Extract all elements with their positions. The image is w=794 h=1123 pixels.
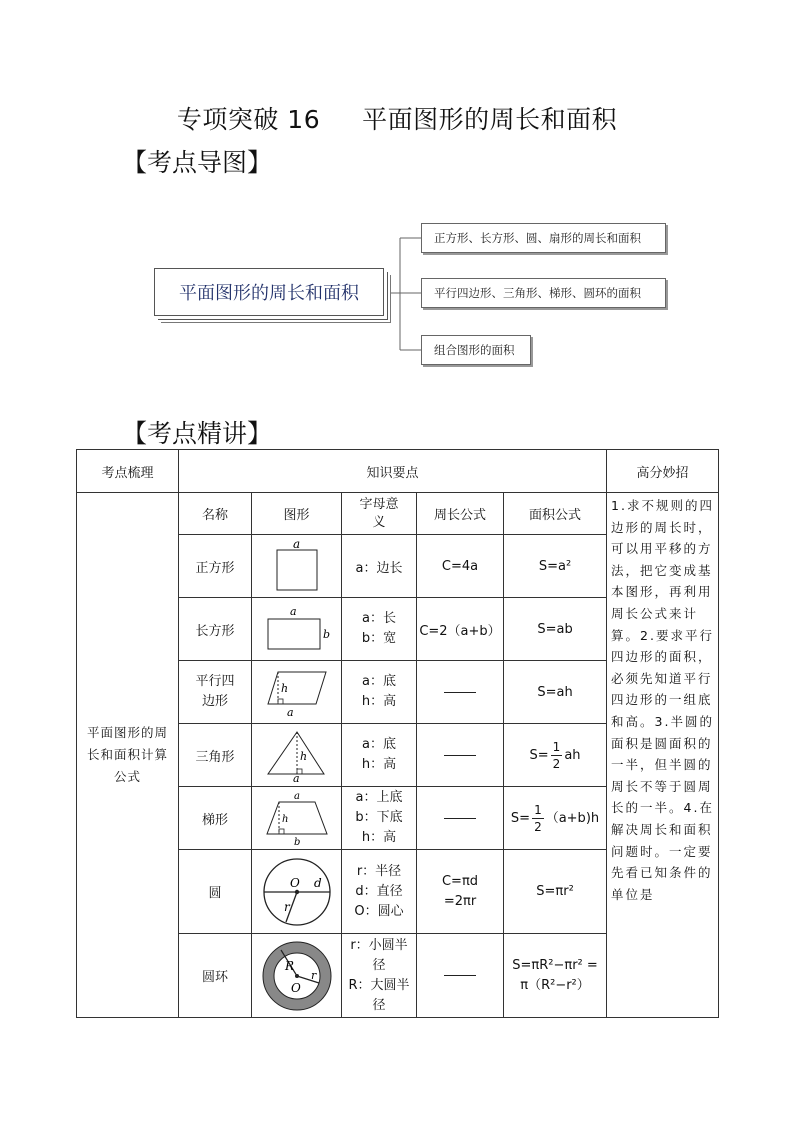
shape-name-text: 平行四边形 — [195, 674, 235, 709]
letters-cell — [342, 934, 417, 1018]
mindmap-branch-3: 组合图形的面积 — [421, 335, 531, 365]
label-b: b — [293, 837, 300, 846]
circle-figure — [252, 850, 342, 934]
letter-line: a：边长 — [355, 560, 403, 576]
perimeter-line: =2πr — [443, 893, 477, 909]
letters-cell — [342, 850, 417, 934]
letter-line: O：圆心 — [354, 903, 404, 919]
square-figure — [252, 535, 342, 598]
area-suffix: ah — [564, 747, 581, 763]
perimeter-cell: C=4a — [417, 535, 504, 598]
subheader-name: 名称 — [179, 493, 252, 535]
fraction-denominator: 2 — [552, 756, 561, 771]
rectangle-figure — [252, 598, 342, 661]
label-a: a — [292, 772, 300, 782]
tips-text: 1.求不规则的四边形的周长时，可以用平移的方法，把它变成基本图形，再利用周长公式来计算。2.要求平行四边形的面积，必须先知道平行四边形的一组底和高。3.半圆的面积是圆面积的一半，但半圆的周长不等于圆周长的一半。4.在解决周长和面积问题时。一定要先看已知条件的单位是 — [611, 498, 714, 902]
letter-line: b：下底 — [355, 810, 403, 825]
circle-icon — [261, 855, 333, 929]
label-a: a — [292, 538, 300, 551]
header-tips: 高分妙招 — [607, 450, 719, 493]
letter-line: h：高 — [361, 694, 397, 709]
trapezoid-figure — [252, 787, 342, 850]
perimeter-cell — [417, 787, 504, 850]
triangle-figure — [252, 724, 342, 787]
title-text: 平面图形的周长和面积 — [362, 105, 618, 134]
area-cell: S=πr² — [504, 850, 607, 934]
letter-line: h：高 — [361, 757, 397, 772]
letter-line: r：小圆半径 — [350, 937, 408, 973]
fraction — [551, 739, 563, 772]
label-a: a — [289, 605, 297, 618]
shape-name: 梯形 — [179, 787, 252, 850]
parallelogram-icon — [262, 666, 332, 718]
area-prefix: S= — [510, 810, 531, 826]
label-h: h — [299, 750, 307, 763]
dash-mark — [444, 692, 476, 693]
subheader-letters: 字母意义 — [342, 493, 417, 535]
shape-name: 正方形 — [179, 535, 252, 598]
letter-line: R：大圆半径 — [348, 977, 410, 1013]
label-r: r — [310, 968, 316, 982]
letter-line: b：宽 — [361, 631, 397, 646]
area-cell: S=a² — [504, 535, 607, 598]
letters-cell — [342, 535, 417, 598]
letter-line: a：上底 — [355, 790, 403, 805]
fraction-numerator: 1 — [552, 739, 561, 754]
letter-line: a：底 — [362, 737, 396, 752]
section-heading-explain: 【考点精讲】 — [122, 419, 273, 448]
category-cell — [77, 493, 179, 1018]
knowledge-table — [76, 449, 719, 1018]
area-cell — [504, 724, 607, 787]
shape-name: 圆环 — [179, 934, 252, 1018]
label-a: a — [293, 791, 300, 802]
fraction-numerator: 1 — [534, 802, 542, 817]
area-cell — [504, 787, 607, 850]
label-a: a — [286, 706, 294, 718]
area-prefix: S= — [529, 747, 549, 763]
subheader-area: 面积公式 — [504, 493, 607, 535]
label-d: d — [313, 875, 322, 890]
letter-line: d：直径 — [355, 883, 403, 899]
shape-name: 三角形 — [179, 724, 252, 787]
fraction — [532, 802, 544, 835]
header-knowledge: 知识要点 — [179, 450, 607, 493]
label-O: O — [289, 875, 300, 890]
category-text: 平面图形的周长和面积计算公式 — [86, 725, 168, 784]
perimeter-cell — [417, 661, 504, 724]
dash-mark — [444, 755, 476, 756]
letters-cell — [342, 598, 417, 661]
annulus-figure — [252, 934, 342, 1018]
shape-name — [179, 661, 252, 724]
perimeter-line: C=πd — [441, 873, 479, 889]
triangle-icon — [262, 728, 332, 782]
label-O: O — [290, 980, 301, 995]
shape-name: 长方形 — [179, 598, 252, 661]
mindmap-root: 平面图形的周长和面积 — [154, 268, 384, 316]
area-cell: S=πR²−πr² = π（R²−r²） — [504, 934, 607, 1018]
perimeter-cell — [417, 934, 504, 1018]
area-suffix: （a+b)h — [545, 810, 600, 826]
area-cell: S=ab — [504, 598, 607, 661]
label-R: R — [284, 958, 294, 973]
mindmap-connectors — [0, 0, 794, 420]
letter-line: a：底 — [362, 674, 396, 689]
letters-cell — [342, 724, 417, 787]
dash-mark — [444, 818, 476, 819]
letters-cell — [342, 661, 417, 724]
perimeter-cell — [417, 724, 504, 787]
label-r: r — [283, 899, 290, 914]
letters-cell — [342, 787, 417, 850]
letter-line: h：高 — [361, 830, 397, 845]
title-number: 专项突破 16 — [176, 105, 321, 134]
shape-name: 圆 — [179, 850, 252, 934]
section-heading-mindmap: 【考点导图】 — [122, 148, 273, 177]
label-b: b — [322, 628, 330, 641]
square-icon — [267, 538, 327, 594]
letter-line: r：半径 — [356, 863, 402, 879]
subheader-perimeter: 周长公式 — [417, 493, 504, 535]
label-h: h — [281, 814, 288, 825]
dash-mark — [444, 975, 476, 976]
annulus-icon — [261, 938, 333, 1014]
rectangle-icon — [262, 603, 332, 655]
perimeter-cell — [417, 850, 504, 934]
label-h: h — [280, 682, 288, 695]
area-cell: S=ah — [504, 661, 607, 724]
trapezoid-icon — [261, 790, 333, 846]
letter-line: a：长 — [362, 611, 396, 626]
parallelogram-figure — [252, 661, 342, 724]
fraction-denominator: 2 — [534, 819, 542, 834]
mindmap-branch-1: 正方形、长方形、圆、扇形的周长和面积 — [421, 223, 666, 253]
tips-cell — [607, 493, 719, 1018]
subheader-figure: 图形 — [252, 493, 342, 535]
perimeter-cell: C=2（a+b） — [417, 598, 504, 661]
mindmap-branch-2: 平行四边形、三角形、梯形、圆环的面积 — [421, 278, 666, 308]
header-category: 考点梳理 — [77, 450, 179, 493]
